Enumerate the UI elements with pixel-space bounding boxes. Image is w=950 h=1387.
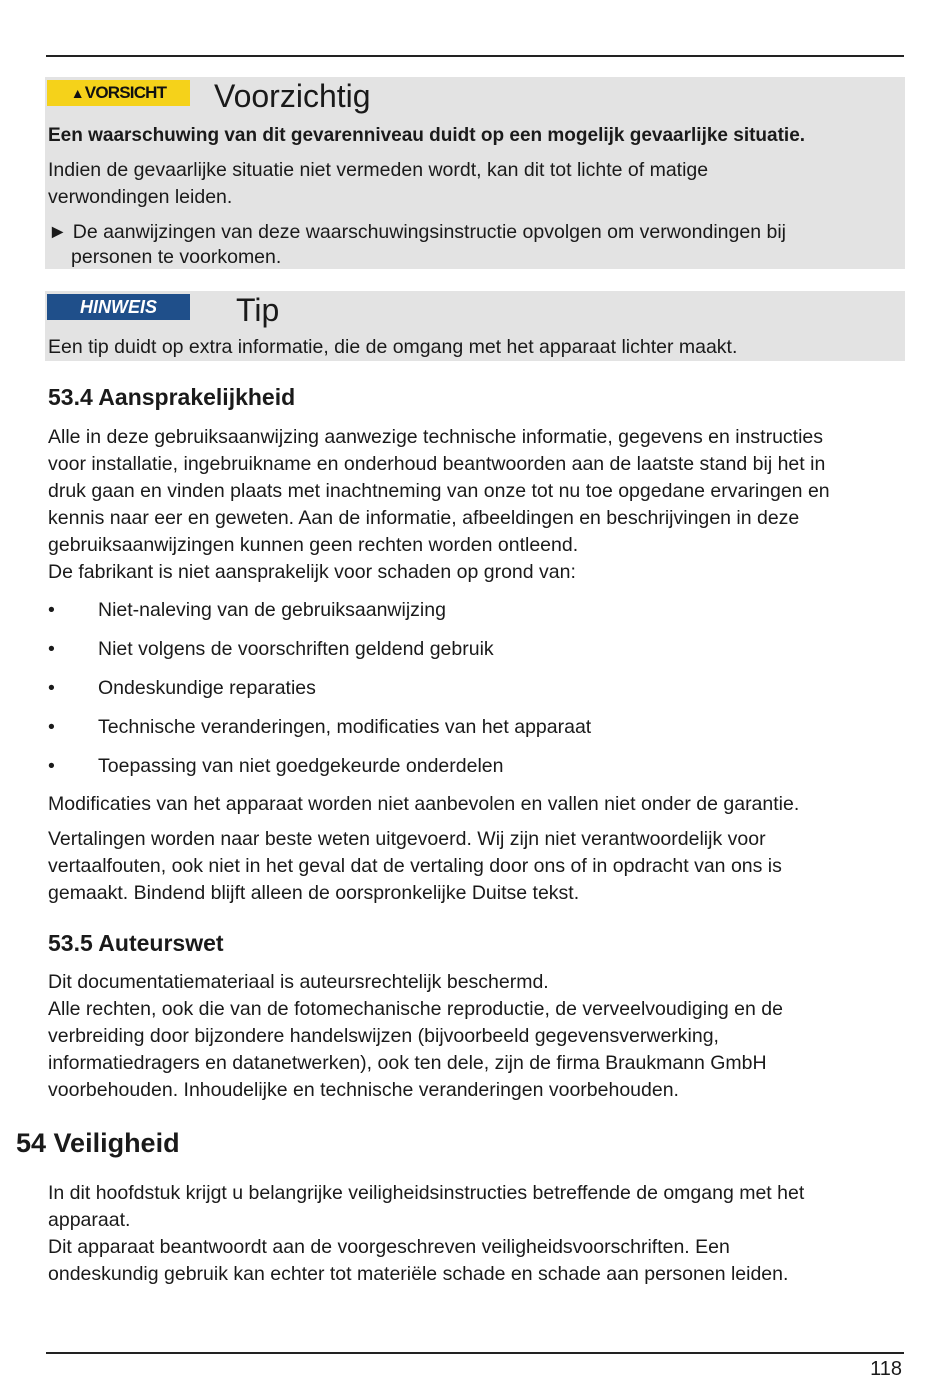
- bullet-icon: •: [48, 599, 55, 621]
- action-arrow-icon: ►: [48, 221, 68, 243]
- warning-title: Voorzichtig: [214, 78, 371, 114]
- paragraph-line: De fabrikant is niet aansprakelijk voor schaden op grond van:: [48, 561, 576, 583]
- warning-lead: Een waarschuwing van dit gevarenniveau duidt op een mogelijk gevaarlijke situatie.: [48, 125, 806, 146]
- vorsicht-badge: [47, 80, 190, 106]
- paragraph-line: Vertalingen worden naar beste weten uitgevoerd. Wij zijn niet verantwoordelijk voor: [48, 828, 766, 850]
- paragraph-line: verbreiding door bijzondere handelswijzen (bijvoorbeeld gegevensverwerking,: [48, 1025, 719, 1047]
- vorsicht-badge-label: VORSICHT: [84, 83, 167, 102]
- paragraph-line: gemaakt. Bindend blijft alleen de oorspronkelijke Duitse tekst.: [48, 882, 580, 904]
- section-heading-53-4: 53.4 Aansprakelijkheid: [48, 384, 296, 410]
- bullet-icon: •: [48, 716, 55, 738]
- footer-rule: [46, 1352, 904, 1354]
- paragraph-line: Alle rechten, ook die van de fotomechanische reproductie, de verveelvoudiging en de: [48, 998, 783, 1020]
- warning-text-line-2: verwondingen leiden.: [48, 186, 233, 208]
- paragraph-line: Dit apparaat beantwoordt aan de voorgeschreven veiligheidsvoorschriften. Een: [48, 1236, 730, 1258]
- chapter-heading-54: 54 Veiligheid: [16, 1128, 180, 1158]
- warning-triangle-icon: ▲: [70, 85, 84, 101]
- paragraph-line: ondeskundig gebruik kan echter tot materiële schade en schade aan personen leiden.: [48, 1263, 789, 1285]
- paragraph-line: informatiedragers en datanetwerken), ook ten dele, zijn de firma Braukmann GmbH: [48, 1052, 767, 1074]
- warning-text-line-1: Indien de gevaarlijke situatie niet vermeden wordt, kan dit tot lichte of matige: [48, 159, 709, 181]
- warning-action-line-2: personen te voorkomen.: [71, 246, 282, 268]
- paragraph-line: Dit documentatiemateriaal is auteursrechtelijk beschermd.: [48, 971, 549, 993]
- paragraph-line: voorbehouden. Inhoudelijke en technische veranderingen voorbehouden.: [48, 1079, 679, 1101]
- header-rule: [46, 55, 904, 57]
- paragraph-line: gebruiksaanwijzingen kunnen geen rechten worden ontleend.: [48, 534, 579, 556]
- paragraph-line: apparaat.: [48, 1209, 131, 1231]
- paragraph-line: Modificaties van het apparaat worden niet aanbevolen en vallen niet onder de garantie.: [48, 793, 800, 815]
- paragraph-line: In dit hoofdstuk krijgt u belangrijke veiligheidsinstructies betreffende de omgang met het: [48, 1182, 805, 1204]
- bullet-icon: •: [48, 638, 55, 660]
- paragraph-line: kennis naar eer en geweten. Aan de informatie, afbeeldingen en beschrijvingen in deze: [48, 507, 800, 529]
- paragraph-line: vertaalfouten, ook niet in het geval dat de vertaling door ons of in opdracht van ons is: [48, 855, 782, 877]
- hinweis-badge-label: HINWEIS: [79, 296, 157, 317]
- hinweis-badge: [47, 294, 190, 320]
- paragraph-line: voor installatie, ingebruikname en onderhoud beantwoorden aan de laatste stand bij het in: [48, 453, 826, 475]
- warning-action-line-1: ► De aanwijzingen van deze waarschuwingsinstructie opvolgen om verwondingen bij: [48, 221, 786, 243]
- paragraph-line: Alle in deze gebruiksaanwijzing aanwezige technische informatie, gegevens en instructies: [48, 426, 824, 448]
- notice-title: Tip: [236, 292, 280, 328]
- section-heading-53-5: 53.5 Auteurswet: [48, 930, 224, 956]
- bullet-icon: •: [48, 755, 55, 777]
- page-number: 118: [870, 1358, 902, 1380]
- bullet-icon: •: [48, 677, 55, 699]
- paragraph-line: druk gaan en vinden plaats met inachtneming van onze tot nu toe opgedane ervaringen en: [48, 480, 830, 502]
- notice-text: Een tip duidt op extra informatie, die de omgang met het apparaat lichter maakt.: [48, 336, 738, 358]
